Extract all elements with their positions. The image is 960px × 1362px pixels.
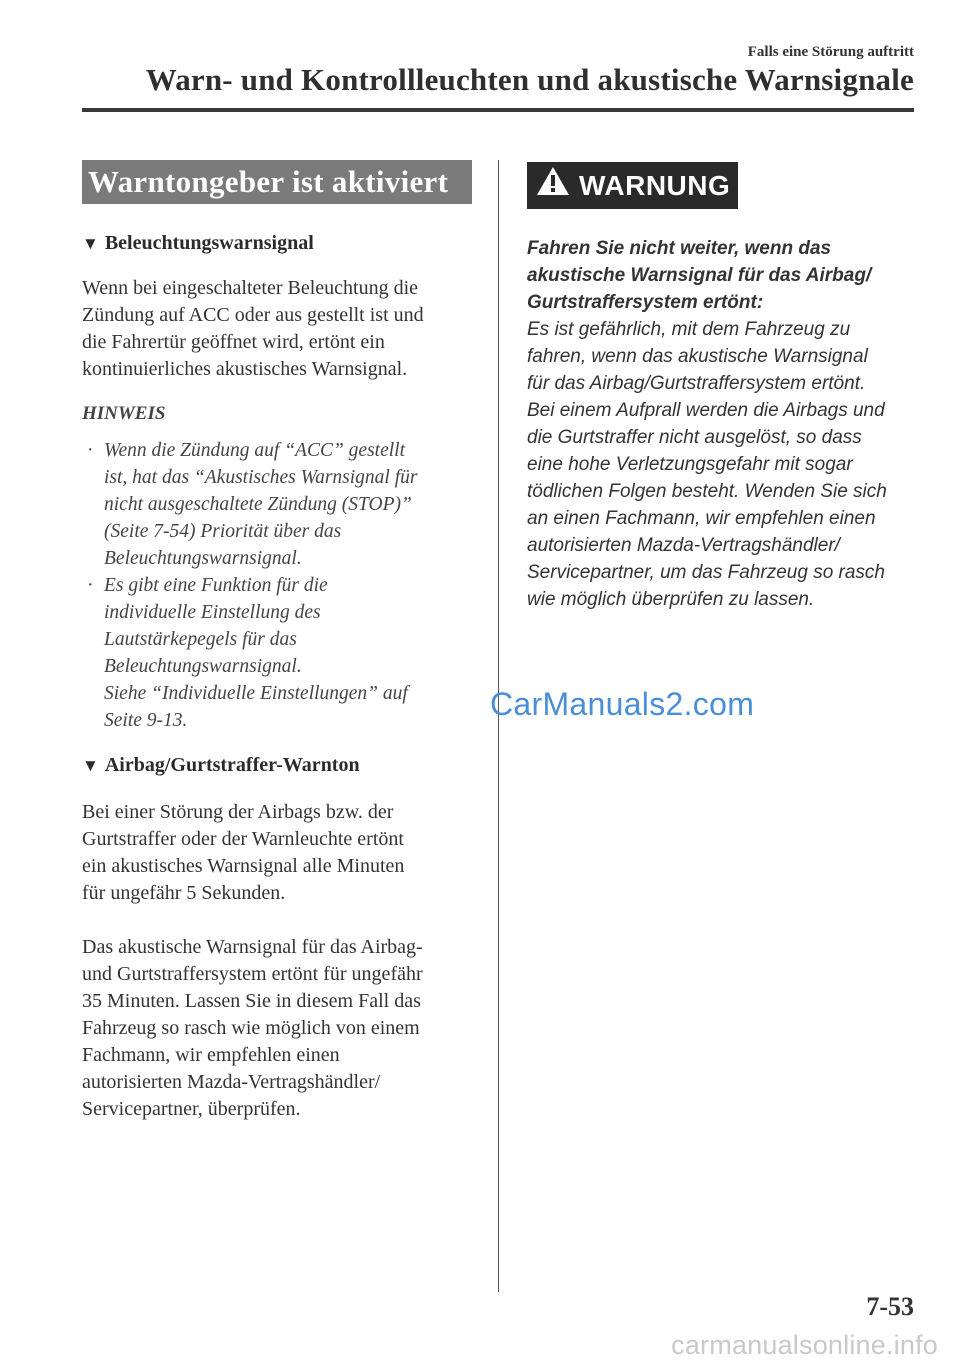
- warning-heading: [527, 235, 912, 316]
- text-line: Das akustische Warnsignal für das Airbag-: [82, 936, 423, 958]
- text-line: und Gurtstraffersystem ertönt für ungefähr: [82, 963, 423, 985]
- text-line: kontinuierliches akustisches Warnsignal.: [82, 358, 408, 380]
- warning-line: Es ist gefährlich, mit dem Fahrzeug zu: [527, 319, 851, 340]
- note-line: Lautstärkepegels für das: [104, 629, 297, 650]
- note-line: Beleuchtungswarnsignal.: [104, 656, 302, 677]
- section-heading: Warntongeber ist aktiviert: [82, 160, 472, 204]
- text-line: Bei einer Störung der Airbags bzw. der: [82, 801, 394, 823]
- subheading-text: Beleuchtungswarnsignal: [104, 232, 314, 254]
- warning-line: wie möglich überprüfen zu lassen.: [527, 589, 815, 610]
- warning-badge: [527, 162, 738, 209]
- bullet-icon: ·: [87, 575, 94, 596]
- text-line: autorisierten Mazda-Vertragshändler/: [82, 1071, 381, 1093]
- text-line: Zündung auf ACC oder aus gestellt ist und: [82, 304, 424, 326]
- note-line: ist, hat das “Akustisches Warnsignal für: [104, 467, 418, 488]
- sub2-paragraph-1: [82, 799, 472, 907]
- text-line: Fachmann, wir empfehlen einen: [82, 1044, 340, 1066]
- note-line: Es gibt eine Funktion für die: [104, 575, 328, 596]
- watermark-carmanualsonline[interactable]: carmanualsonline.info: [671, 1330, 938, 1360]
- sub2-paragraph-2: [82, 934, 472, 1123]
- warning-line: die Gurtstraffer nicht ausgelöst, so dass: [527, 427, 862, 448]
- note-line: Beleuchtungswarnsignal.: [104, 548, 302, 569]
- subheading-airbag: [82, 752, 472, 779]
- note-item: [82, 437, 472, 572]
- warning-line: fahren, wenn das akustische Warnsignal: [527, 346, 868, 367]
- triangle-down-icon: ▼: [82, 756, 99, 775]
- note-line: Siehe “Individuelle Einstellungen” auf: [104, 683, 408, 704]
- column-divider: [498, 160, 499, 1292]
- header-title: Warn- und Kontrollleuchten und akustische Warnsignale: [145, 62, 914, 97]
- warning-label: WARNUNG: [579, 170, 731, 201]
- note-line: (Seite 7-54) Priorität über das: [104, 521, 342, 542]
- note-line: nicht ausgeschaltete Zündung (STOP)”: [104, 494, 412, 515]
- warning-triangle-icon: [535, 165, 571, 202]
- warning-box: [527, 162, 912, 613]
- warning-line: Bei einem Aufprall werden die Airbags und: [527, 400, 885, 421]
- header-rule: [82, 108, 914, 112]
- text-line: ein akustisches Warnsignal alle Minuten: [82, 855, 405, 877]
- text-line: die Fahrertür geöffnet wird, ertönt ein: [82, 331, 385, 353]
- warning-line: eine hohe Verletzungsgefahr mit sogar: [527, 454, 853, 475]
- warning-heading-line: akustische Warnsignal für das Airbag/: [527, 265, 872, 286]
- note-label: HINWEIS: [82, 403, 166, 424]
- text-line: 35 Minuten. Lassen Sie in diesem Fall das: [82, 990, 421, 1012]
- warning-line: tödlichen Folgen besteht. Wenden Sie sich: [527, 481, 887, 502]
- text-line: Fahrzeug so rasch wie möglich von einem: [82, 1017, 420, 1039]
- warning-heading-line: Gurtstraffersystem ertönt:: [527, 292, 764, 313]
- warning-body: [527, 316, 912, 613]
- triangle-down-icon: ▼: [82, 234, 99, 253]
- subheading-text: Airbag/Gurtstraffer-Warnton: [104, 754, 360, 776]
- page-number: 7-53: [866, 1292, 914, 1321]
- note-line: Wenn die Zündung auf “ACC” gestellt: [104, 440, 406, 461]
- text-line: Wenn bei eingeschalteter Beleuchtung die: [82, 277, 419, 299]
- text-line: für ungefähr 5 Sekunden.: [82, 882, 286, 904]
- note-line: individuelle Einstellung des: [104, 602, 321, 623]
- header-section-label: Falls eine Störung auftritt: [747, 44, 914, 60]
- subheading-beleuchtung: [82, 230, 472, 257]
- warning-heading-line: Fahren Sie nicht weiter, wenn das: [527, 238, 832, 259]
- left-column: [82, 160, 472, 1123]
- sub1-paragraph: [82, 275, 472, 383]
- note-line: Seite 9-13.: [104, 710, 188, 731]
- text-line: Servicepartner, überprüfen.: [82, 1098, 301, 1120]
- note-item: [82, 572, 472, 734]
- bullet-icon: ·: [87, 440, 94, 461]
- text-line: Gurtstraffer oder der Warnleuchte ertönt: [82, 828, 404, 850]
- warning-line: Servicepartner, um das Fahrzeug so rasch: [527, 562, 886, 583]
- warning-line: an einen Fachmann, wir empfehlen einen: [527, 508, 876, 529]
- watermark-carmanuals2[interactable]: CarManuals2.com: [490, 686, 755, 722]
- warning-line: autorisierten Mazda-Vertragshändler/: [527, 535, 840, 556]
- warning-line: für das Airbag/Gurtstraffersystem ertönt.: [527, 373, 866, 394]
